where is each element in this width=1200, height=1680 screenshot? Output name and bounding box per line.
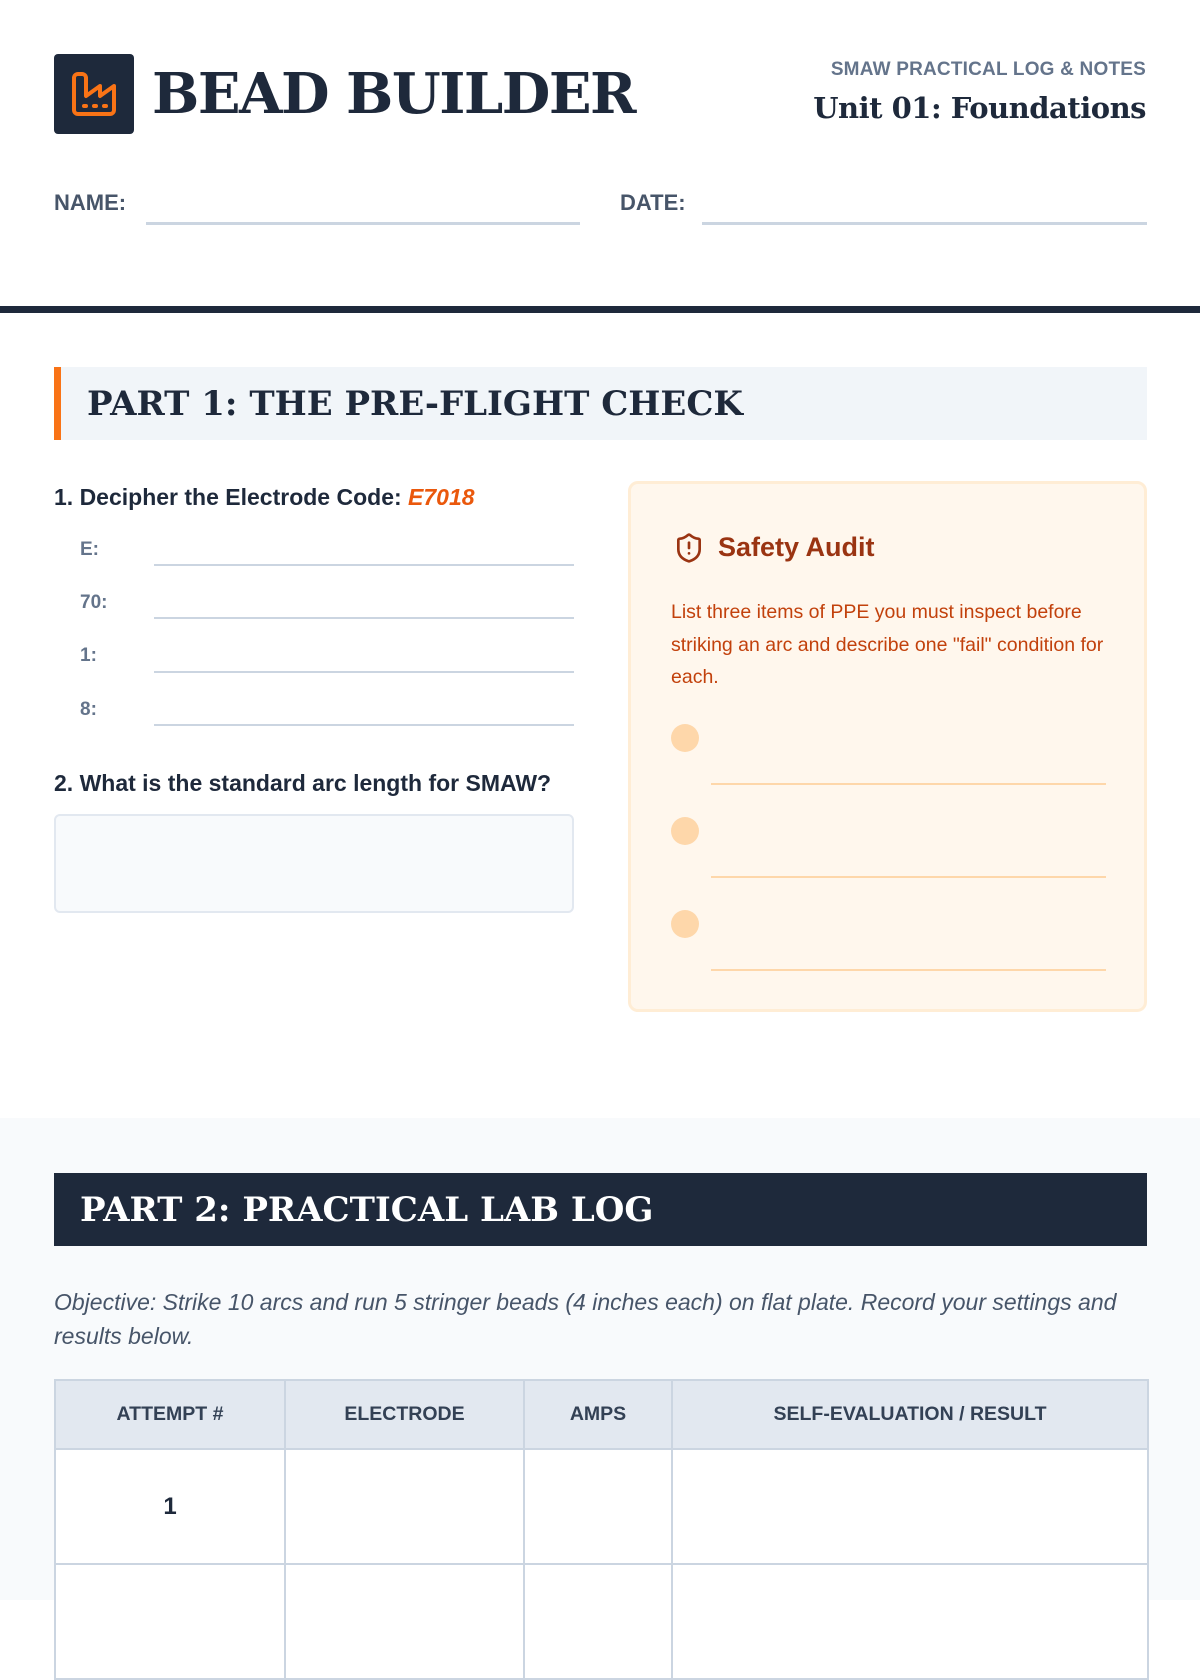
- code-row-answer-8[interactable]: [154, 724, 574, 726]
- electrode-cell[interactable]: [285, 1449, 524, 1564]
- code-row-answer-1[interactable]: [154, 671, 574, 673]
- safety-audit-card: [628, 481, 1147, 1012]
- attempt-cell: 1: [55, 1449, 285, 1564]
- unit-title: Unit 01: Foundations: [813, 91, 1146, 125]
- ppe-answer-1[interactable]: [711, 783, 1106, 785]
- question-1: [54, 482, 475, 512]
- header-divider: [0, 306, 1200, 313]
- electrode-code: E7018: [408, 484, 475, 510]
- part2-heading-text: PART 2: PRACTICAL LAB LOG: [80, 1190, 654, 1230]
- ppe-answer-3[interactable]: [711, 969, 1106, 971]
- safety-audit-instructions: List three items of PPE you must inspect before striking an arc and describe one "fail" condition for each.: [671, 601, 1104, 688]
- ppe-bullet-3: [671, 910, 699, 938]
- code-row-label-e: E:: [80, 539, 99, 560]
- ppe-bullet-1: [671, 724, 699, 752]
- column-header-attempt: ATTEMPT #: [55, 1380, 285, 1449]
- part2-heading: [54, 1173, 1147, 1246]
- shield-alert-icon: [673, 532, 705, 564]
- question-2: 2. What is the standard arc length for SMAW?: [54, 770, 552, 796]
- table-row: [55, 1449, 1148, 1564]
- amps-cell[interactable]: [524, 1449, 672, 1564]
- factory-icon: [70, 70, 118, 118]
- logo: [54, 54, 134, 134]
- name-field[interactable]: [146, 222, 580, 225]
- lab-log-table: [54, 1379, 1149, 1680]
- lab-objective: Objective: Strike 10 arcs and run 5 stringer beads (4 inches each) on flat plate. Record your settings and results below.: [54, 1289, 1117, 1349]
- column-header-amps: AMPS: [524, 1380, 672, 1449]
- part1-heading: [54, 367, 1147, 440]
- date-label: DATE:: [620, 190, 686, 215]
- code-row-label-1: 1:: [80, 645, 97, 666]
- electrode-cell[interactable]: [285, 1564, 524, 1679]
- evaluation-cell[interactable]: [672, 1449, 1148, 1564]
- table-row: [55, 1564, 1148, 1679]
- ppe-answer-2[interactable]: [711, 876, 1106, 878]
- code-row-answer-e[interactable]: [154, 564, 574, 566]
- question-1-text: 1. Decipher the Electrode Code:: [54, 484, 409, 510]
- table-header-row: [55, 1380, 1148, 1449]
- date-field[interactable]: [702, 222, 1147, 225]
- column-header-electrode: ELECTRODE: [285, 1380, 524, 1449]
- attempt-cell: [55, 1564, 285, 1679]
- column-header-self-evaluation: SELF-EVALUATION / RESULT: [672, 1380, 1148, 1449]
- evaluation-cell[interactable]: [672, 1564, 1148, 1679]
- part1-heading-text: PART 1: THE PRE-FLIGHT CHECK: [87, 384, 743, 424]
- arc-length-answer-box[interactable]: [54, 814, 574, 913]
- document-subtitle: SMAW PRACTICAL LOG & NOTES: [830, 59, 1146, 80]
- page-header: [0, 0, 1200, 306]
- amps-cell[interactable]: [524, 1564, 672, 1679]
- brand-title: BEAD BUILDER: [152, 61, 636, 127]
- name-label: NAME:: [54, 190, 127, 215]
- ppe-bullet-2: [671, 817, 699, 845]
- safety-audit-title: Safety Audit: [718, 532, 875, 562]
- code-row-label-8: 8:: [80, 699, 97, 720]
- code-row-answer-70[interactable]: [154, 617, 574, 619]
- code-row-label-70: 70:: [80, 592, 108, 613]
